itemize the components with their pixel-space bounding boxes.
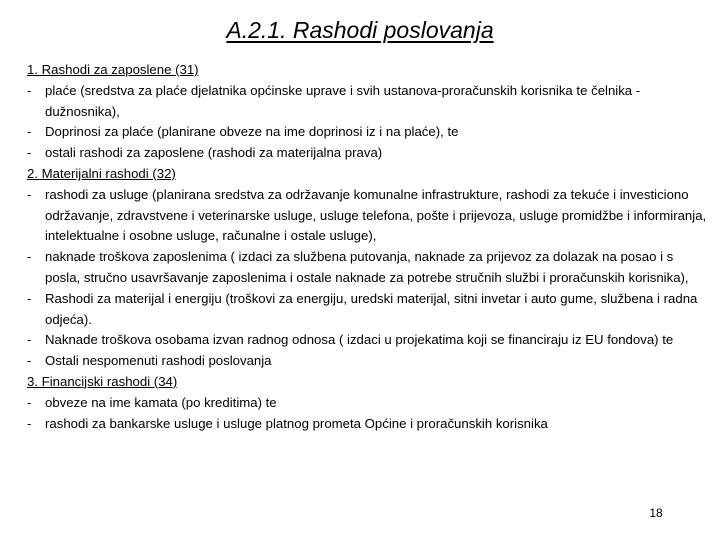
list-item: - Naknade troškova osobama izvan radnog odnosa ( izdaci u projekatima koji se financiraju iz EU fondova) te — [27, 330, 707, 351]
list-item: - naknade troškova zaposlenima ( izdaci za službena putovanja, naknade za prijevoz za dolazak na posao i s posla, stručno usavršavanje zaposlenima i ostale naknade za potrebe stručnih službi i proračunskih korisnika), — [27, 247, 707, 289]
list-item: - Rashodi za materijal i energiju (troškovi za energiju, uredski materijal, sitni invetar i auto gume, službena i radna odjeća). — [27, 289, 707, 331]
section-heading: 1. Rashodi za zaposlene (31) — [27, 62, 199, 77]
section-materijalni-rashodi — [27, 164, 707, 372]
list-item: - rashodi za bankarske usluge i usluge platnog prometa Općine i proračunskih korisnika — [27, 414, 707, 435]
slide-content — [27, 60, 707, 434]
page-title: A.2.1. Rashodi poslovanja — [226, 17, 494, 43]
list-item: - obveze na ime kamata (po kreditima) te — [27, 393, 707, 414]
section-heading: 3. Financijski rashodi (34) — [27, 373, 178, 389]
section-heading: 2. Materijalni rashodi (32) — [27, 165, 176, 181]
section-financijski-rashodi — [27, 372, 707, 434]
list-item: - plaće (sredstva za plaće djelatnika općinske uprave i svih ustanova-proračunskih korisnika te čelnika -dužnosnika), — [27, 81, 707, 123]
list-item: - ostali rashodi za zaposlene (rashodi za materijalna prava) — [27, 143, 707, 164]
list-item: - Ostali nespomenuti rashodi poslovanja — [27, 351, 707, 372]
list-item: - Doprinosi za plaće (planirane obveze na ime doprinosi iz i na plaće), te — [27, 122, 707, 143]
section-rashodi-za-zaposlene — [27, 60, 707, 164]
list-item: - rashodi za usluge (planirana sredstva za održavanje komunalne infrastrukture, rashodi za tekuće i investiciono održavanje, zdravstvene i veterinarske usluge, usluge telefona, pošte i prijevoza, usluge promidžbe i informiranja, intelektualne i osobne usluge, računalne i ostale usluge), — [27, 185, 707, 247]
page-number: 18 — [649, 506, 663, 520]
